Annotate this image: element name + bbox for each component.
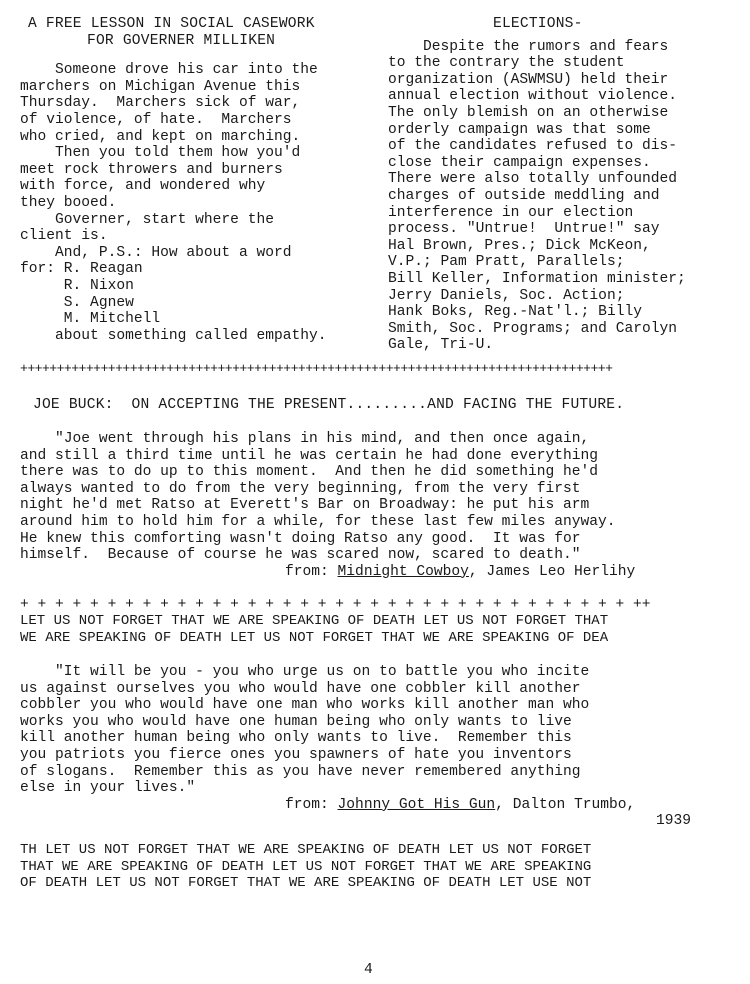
source-author: , James Leo Herlihy [468, 563, 636, 580]
left-article-line: Governer, start where the [20, 211, 274, 228]
source-prefix: from: [285, 796, 338, 813]
banner-line: WE ARE SPEAKING OF DEATH LET US NOT FORGET THAT WE ARE SPEAKING OF DEA [20, 629, 609, 646]
left-article-line: Someone drove his car into the [20, 62, 318, 79]
let-us-not-forget-banner-bottom [20, 842, 591, 892]
left-article-line: they booed. [20, 194, 117, 211]
right-article-line: Gale, Tri-U. [388, 337, 494, 354]
left-article [20, 16, 376, 344]
johnny-line: "It will be you - you who urge us on to battle you who incite [20, 664, 590, 680]
plus-separator: +++++++++++++++++++++++++++++++++++++++++++++++++++++++++++++++++++++++++++++++++ [20, 361, 613, 376]
johnny-source [20, 797, 735, 814]
left-article-line: client is. [20, 228, 108, 245]
left-article-line: S. Agnew [20, 294, 134, 311]
left-article-line: M. Mitchell [20, 311, 161, 328]
left-article-line: with force, and wondered why [20, 178, 266, 195]
right-article-line: organization (ASWMSU) held their [388, 71, 669, 88]
left-article-line: Thursday. Marchers sick of war, [20, 95, 301, 112]
left-article-line: who cried, and kept on marching. [20, 128, 301, 145]
johnny-line: cobbler you who would have one man who works kill another man who [20, 697, 590, 714]
left-article-line: for: R. Reagan [20, 261, 143, 278]
joe-buck-line: night he'd met Ratso at Everett's Bar on Broadway: he put his arm [20, 497, 590, 514]
johnny-line: us against ourselves you who would have one cobbler kill another [20, 680, 581, 697]
johnny-line: else in your lives." [20, 780, 196, 797]
right-article-line: V.P.; Pam Pratt, Parallels; [388, 254, 625, 271]
left-article-title-line2: FOR GOVERNER MILLIKEN [87, 32, 276, 49]
right-article-body [388, 39, 738, 354]
left-article-body [20, 62, 376, 344]
right-article-title: ELECTIONS- [493, 16, 583, 32]
right-article-line: Smith, Soc. Programs; and Carolyn [388, 320, 678, 337]
johnny-line: works you who would have one human being who only wants to live [20, 713, 572, 730]
banner-line: TH LET US NOT FORGET THAT WE ARE SPEAKING OF DEATH LET US NOT FORGET [20, 842, 592, 858]
right-article-line: of the candidates refused to dis- [388, 138, 678, 155]
joe-buck-line: around him to hold him for a while, for these last few miles anyway. [20, 513, 616, 530]
johnny-line: you patriots you fierce ones you spawners of hate you inventors [20, 746, 572, 763]
joe-buck-line: and still a third time until he was certain he had done everything [20, 447, 599, 464]
left-article-line: meet rock throwers and burners [20, 161, 283, 178]
johnny-line: kill another human being who only wants to live. Remember this [20, 730, 572, 747]
johnny-source-year: 1939 [656, 813, 692, 830]
johnny-quote [20, 664, 735, 830]
joe-buck-quote [20, 431, 735, 580]
right-article-line: interference in our election [388, 204, 634, 221]
joe-buck-line: himself. Because of course he was scared now, scared to death." [20, 547, 581, 564]
joe-buck-source [20, 564, 735, 581]
right-article-line: Bill Keller, Information minister; [388, 270, 686, 287]
joe-buck-line: always wanted to do from the very beginning, from the very first [20, 480, 581, 497]
spaced-plus-separator: + + + + + + + + + + + + + + + + + + + + + + + + + + + + + + + + + + + ++ [20, 597, 651, 613]
right-article-line: orderly campaign was that some [388, 121, 651, 138]
right-article-line: process. "Untrue! Untrue!" say [388, 221, 660, 238]
left-article-line: Then you told them how you'd [20, 145, 301, 162]
left-article-line: marchers on Michigan Avenue this [20, 78, 301, 95]
right-article-line: Despite the rumors and fears [388, 38, 669, 55]
left-article-line: R. Nixon [20, 277, 134, 294]
banner-line: LET US NOT FORGET THAT WE ARE SPEAKING OF DEATH LET US NOT FORGET THAT [20, 613, 609, 629]
banner-line: THAT WE ARE SPEAKING OF DEATH LET US NOT FORGET THAT WE ARE SPEAKING [20, 858, 592, 875]
source-title: Midnight Cowboy [337, 563, 469, 580]
joe-buck-line: He knew this comforting wasn't doing Ratso any good. It was for [20, 530, 581, 547]
source-title: Johnny Got His Gun [337, 796, 496, 813]
left-article-line: about something called empathy. [20, 327, 327, 344]
banner-line: OF DEATH LET US NOT FORGET THAT WE ARE SPEAKING OF DEATH LET USE NOT [20, 875, 592, 892]
right-article-line: Jerry Daniels, Soc. Action; [388, 287, 625, 304]
left-article-title-line1: A FREE LESSON IN SOCIAL CASEWORK [28, 16, 315, 32]
left-article-line: And, P.S.: How about a word [20, 244, 292, 261]
joe-buck-line: there was to do up to this moment. And then he did something he'd [20, 464, 599, 481]
joe-buck-line: "Joe went through his plans in his mind, and then once again, [20, 431, 590, 447]
right-article [388, 16, 738, 354]
right-article-line: The only blemish on an otherwise [388, 104, 669, 121]
left-article-line: of violence, of hate. Marchers [20, 111, 292, 128]
right-article-line: There were also totally unfounded [388, 171, 678, 188]
let-us-not-forget-banner-top [20, 613, 608, 646]
johnny-line: of slogans. Remember this as you have never remembered anything [20, 763, 581, 780]
page-number: 4 [364, 962, 373, 978]
right-article-line: Hank Boks, Reg.-Nat'l.; Billy [388, 304, 642, 321]
joe-buck-heading: JOE BUCK: ON ACCEPTING THE PRESENT.........AND FACING THE FUTURE. [33, 397, 625, 413]
right-article-line: to the contrary the student [388, 55, 625, 72]
right-article-line: annual election without violence. [388, 88, 678, 105]
right-article-line: Hal Brown, Pres.; Dick McKeon, [388, 237, 651, 254]
right-article-line: charges of outside meddling and [388, 187, 660, 204]
source-prefix: from: [285, 563, 338, 580]
right-article-line: close their campaign expenses. [388, 154, 651, 171]
source-author: , Dalton Trumbo, [495, 796, 636, 813]
